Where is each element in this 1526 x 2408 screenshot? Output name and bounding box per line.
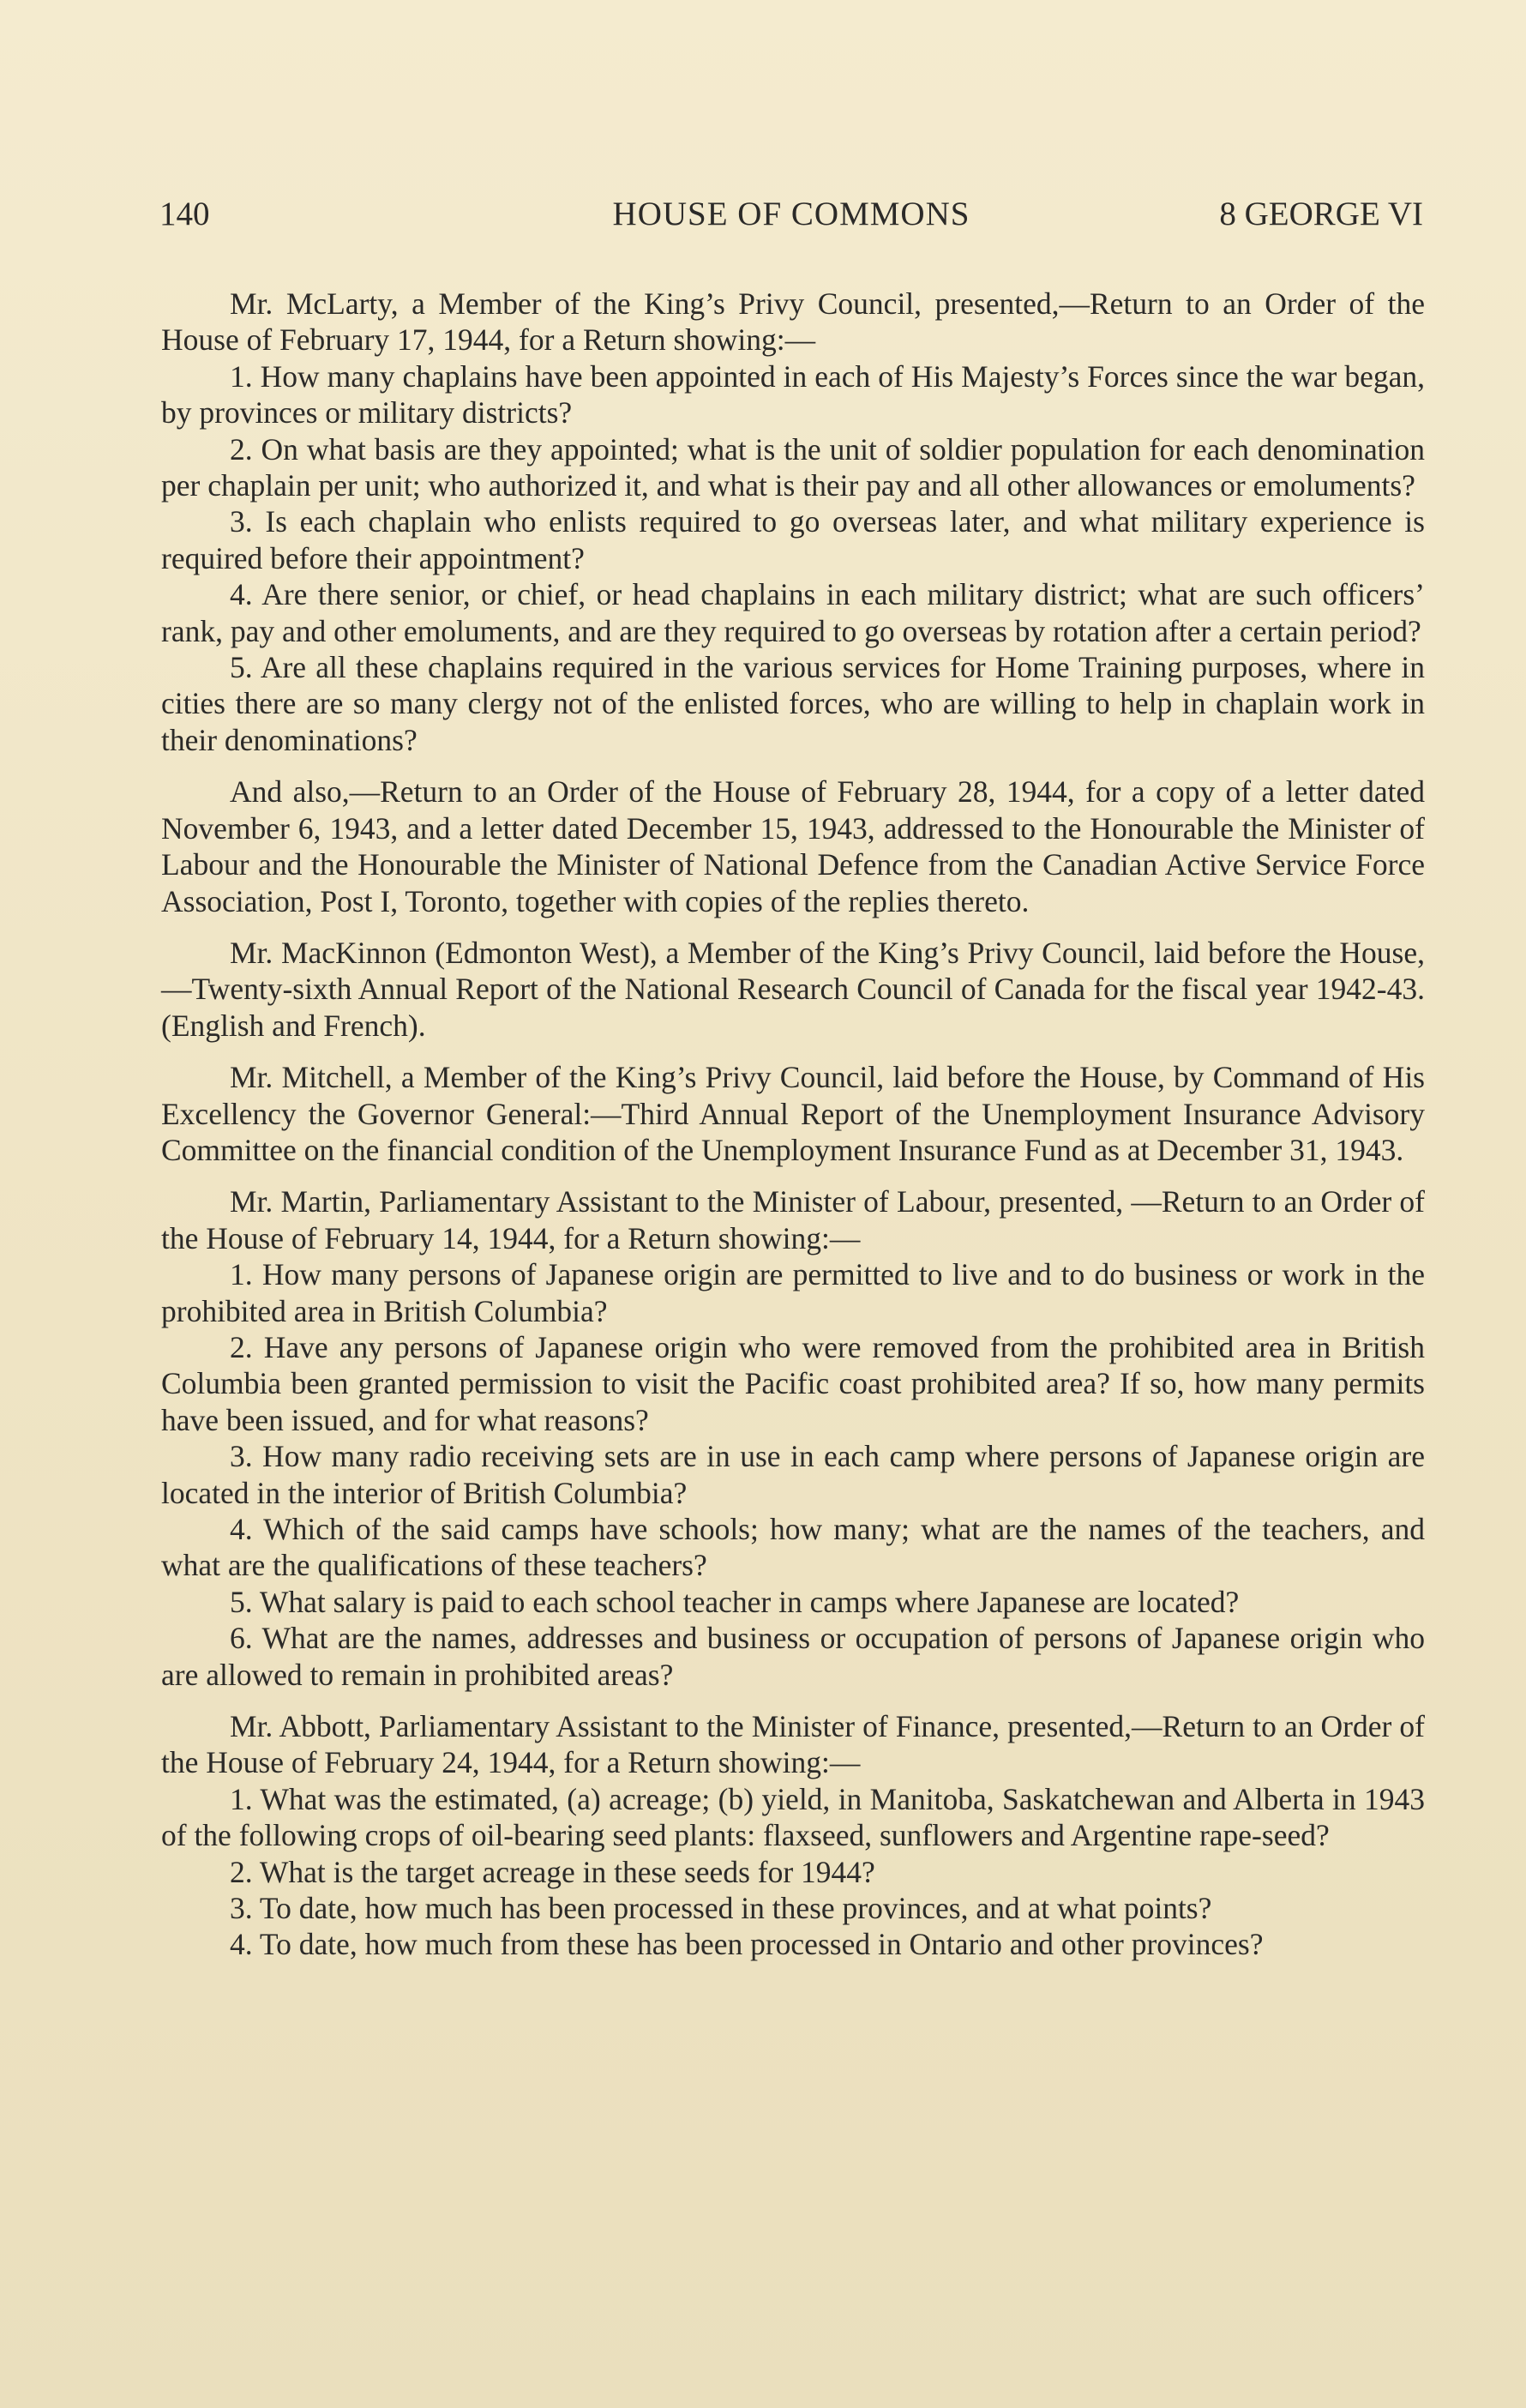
question-item: 4. Which of the said camps have schools; how many; what are the names of the teachers, and what are the qualifications of these teachers? (161, 1512, 1425, 1583)
question-item: 2. On what basis are they appointed; what is the unit of soldier population for each denomination per chaplain per unit; who authorized it, and what is their pay and all other allowances or emoluments? (161, 431, 1425, 503)
question-item: 1. How many persons of Japanese origin are permitted to live and to do business or work in the prohibited area in British Columbia? (161, 1257, 1425, 1328)
question-item: 3. How many radio receiving sets are in use in each camp where persons of Japanese origin are located in the interior of British Columbia? (161, 1439, 1425, 1510)
paragraph-mclarty-return: Mr. McLarty, a Member of the King’s Privy Council, presented,—Return to an Order of the House of February 17, 1944, for a Return showing:— (161, 286, 1425, 358)
question-item: 5. Are all these chaplains required in the various services for Home Training purposes, where in cities there are so many clergy not of the enlisted forces, who are willing to help in chaplain work in their denominations? (161, 650, 1425, 757)
question-item: 5. What salary is paid to each school teacher in camps where Japanese are located? (230, 1584, 1240, 1619)
question-item: 2. Have any persons of Japanese origin who were removed from the prohibited area in British Columbia been granted permission to visit the Pacific coast prohibited area? If so, how many permits have been issued, and for what reasons? (161, 1329, 1425, 1437)
question-item: 1. How many chaplains have been appointed in each of His Majesty’s Forces since the war began, by provinces or military districts? (161, 358, 1425, 430)
paragraph-mitchell-report: Mr. Mitchell, a Member of the King’s Privy Council, laid before the House, by Command of His Excellency the Governor General:—Third Annual Report of the Unemployment Insurance Advisory Committee on the financial condition of the Unemployment Insurance Fund as at December 31, 1943. (161, 1060, 1425, 1167)
regnal-year: 8 GEORGE VI (1219, 196, 1423, 232)
question-item: 3. Is each chaplain who enlists required to go overseas later, and what military experience is required before their appointment? (161, 504, 1425, 575)
question-item: 6. What are the names, addresses and business or occupation of persons of Japanese origin who are allowed to remain in prohibited areas? (161, 1621, 1425, 1692)
paragraph-and-also-return: And also,—Return to an Order of the House of February 28, 1944, for a copy of a letter dated November 6, 1943, and a letter dated December 15, 1943, addressed to the Honourable the Minister of Labour and the Honourable the Minister of National Defence from the Canadian Active Service Force Association, Post I, Toronto, together with copies of the replies thereto. (161, 774, 1425, 918)
page-number: 140 (159, 196, 210, 232)
page-body (161, 286, 1425, 1963)
paragraph-mackinnon-report: Mr. MacKinnon (Edmonton West), a Member of the King’s Privy Council, laid before the House,—Twenty-sixth Annual Report of the National Research Council of Canada for the fiscal year 1942-43. (English and French). (161, 935, 1425, 1043)
page-header (159, 190, 1423, 238)
paragraph-abbott-return: Mr. Abbott, Parliamentary Assistant to the Minister of Finance, presented,—Return to an Order of the House of February 24, 1944, for a Return showing:— (161, 1709, 1425, 1780)
question-item: 3. To date, how much has been processed in these provinces, and at what points? (230, 1891, 1212, 1926)
running-title: HOUSE OF COMMONS (612, 196, 970, 232)
question-item: 4. Are there senior, or chief, or head chaplains in each military district; what are such officers’ rank, pay and other emoluments, and are they required to go overseas by rotation after a certain period? (161, 577, 1425, 648)
question-item: 4. To date, how much from these has been processed in Ontario and other provinces? (230, 1927, 1264, 1962)
question-item: 1. What was the estimated, (a) acreage; (b) yield, in Manitoba, Saskatchewan and Alberta in 1943 of the following crops of oil-bearing seed plants: flaxseed, sunflowers and Argentine rape-seed? (161, 1781, 1425, 1853)
paragraph-martin-return: Mr. Martin, Parliamentary Assistant to the Minister of Labour, presented, —Return to an Order of the House of February 14, 1944, for a Return showing:— (161, 1184, 1425, 1255)
question-item: 2. What is the target acreage in these seeds for 1944? (230, 1854, 875, 1889)
